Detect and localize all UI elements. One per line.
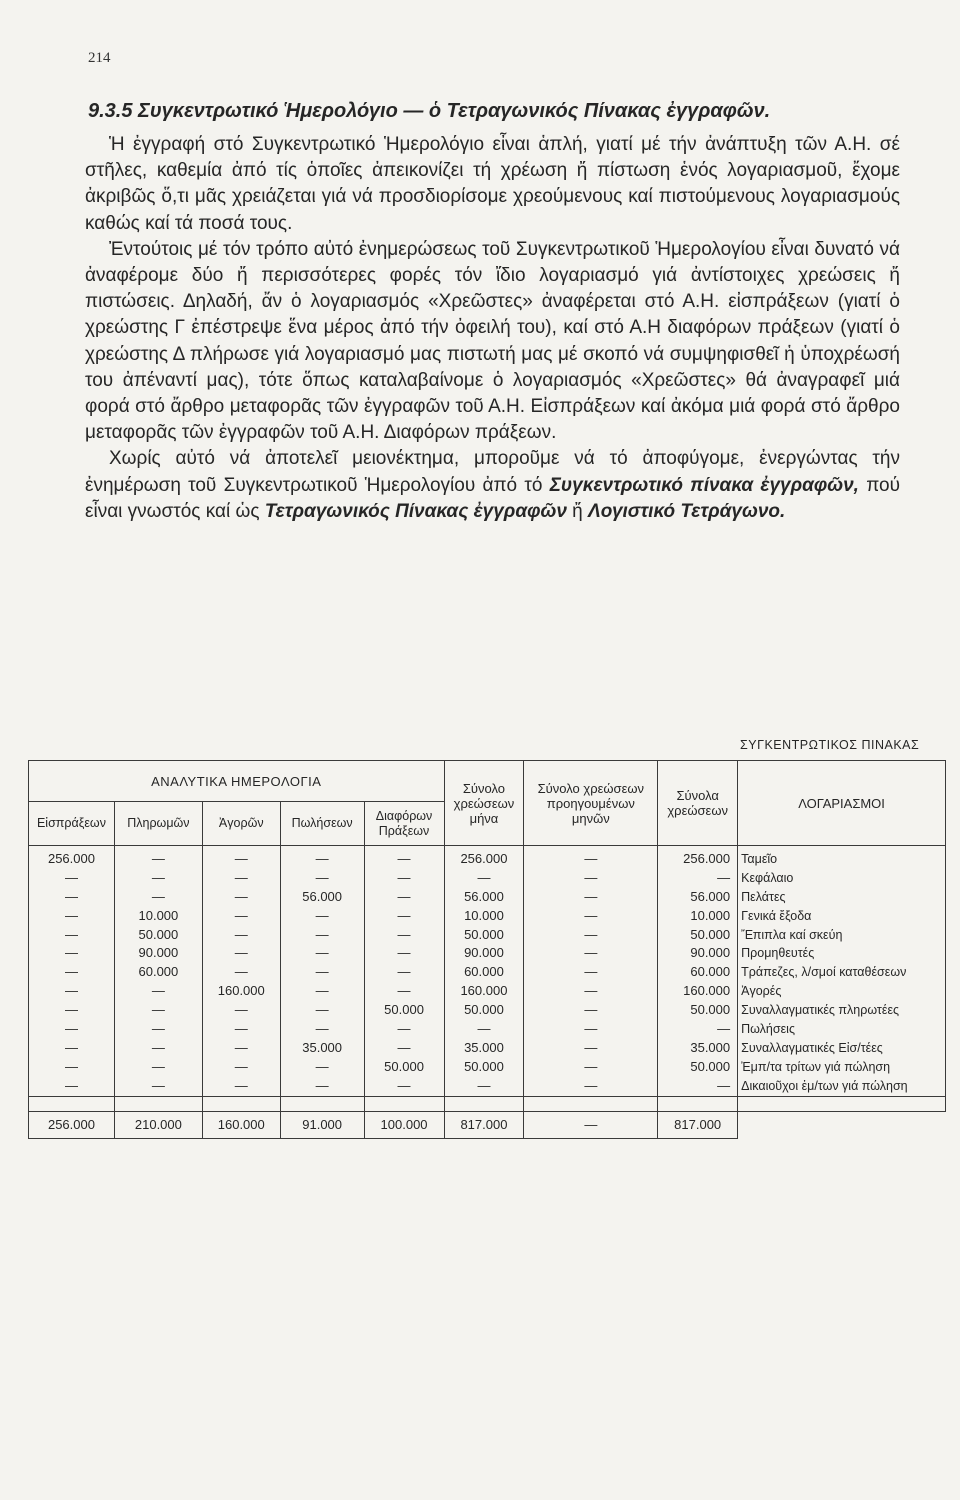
table-cell: — bbox=[64, 983, 78, 999]
table-cell: — bbox=[234, 945, 248, 961]
account-name: Ἐμπ/τα τρίτων γιά πώληση bbox=[741, 1059, 891, 1074]
table-cell: — bbox=[397, 888, 411, 904]
table-cell: — bbox=[64, 1002, 78, 1018]
table-cell: — bbox=[397, 1039, 411, 1055]
table-cell: — bbox=[397, 983, 411, 999]
account-name: Ἀγορές bbox=[741, 984, 782, 999]
table-cell: — bbox=[315, 1002, 329, 1018]
table-cell: — bbox=[234, 869, 248, 885]
col-misc bbox=[364, 846, 444, 1097]
table-cell: — bbox=[315, 1077, 329, 1093]
table-cell: — bbox=[151, 1002, 165, 1018]
table-cell: 56.000 bbox=[302, 888, 343, 904]
total-receipts: 256.000 bbox=[29, 1111, 115, 1138]
table-cell: 256.000 bbox=[460, 851, 508, 866]
col-sales bbox=[280, 846, 364, 1097]
header-misc: Διαφόρων Πράξεων bbox=[364, 802, 444, 846]
table-cell: — bbox=[64, 907, 78, 923]
col-receipts bbox=[29, 846, 115, 1097]
table-cell: 50.000 bbox=[138, 926, 179, 942]
term-summary-table: Συγκεντρωτικό πίνακα ἐγγραφῶν, bbox=[549, 474, 859, 496]
total-sales: 91.000 bbox=[280, 1111, 364, 1138]
table-cell: 10.000 bbox=[138, 907, 179, 923]
table-cell: — bbox=[584, 1021, 598, 1037]
table-cell: — bbox=[477, 869, 491, 885]
total-total-debits: 817.000 bbox=[658, 1111, 738, 1138]
table-cell: — bbox=[234, 1077, 248, 1093]
table-cell: 56.000 bbox=[690, 888, 731, 904]
account-name: Πωλήσεις bbox=[741, 1022, 795, 1037]
table-cell: 90.000 bbox=[690, 945, 731, 961]
table-cell: 50.000 bbox=[384, 1002, 424, 1018]
col-payments bbox=[114, 846, 202, 1097]
table-cell: — bbox=[64, 869, 78, 885]
paragraph-3-mid2: ἤ bbox=[566, 500, 589, 522]
col-accounts bbox=[738, 846, 946, 1097]
table-cell: — bbox=[315, 907, 329, 923]
table-cell: — bbox=[234, 926, 248, 942]
table-cell: 160.000 bbox=[460, 983, 508, 999]
paragraph-3 bbox=[85, 446, 900, 525]
header-month-debits: Σύνολο χρεώσεων μήνα bbox=[444, 761, 524, 846]
total-misc: 100.000 bbox=[364, 1111, 444, 1138]
table-cell: 10.000 bbox=[464, 907, 504, 923]
account-name: Κεφάλαιο bbox=[741, 870, 794, 885]
table-cell: 50.000 bbox=[384, 1058, 424, 1074]
table-cell: — bbox=[315, 1058, 329, 1074]
table-cell: — bbox=[234, 964, 248, 980]
table-cell: — bbox=[151, 869, 165, 885]
table-cell: — bbox=[584, 851, 598, 866]
account-name: Συναλλαγματικές Εἰσ/τέες bbox=[741, 1040, 883, 1055]
paragraph-2: Ἐντούτοις μέ τόν τρόπο αὐτό ἐνημερώσεως τοῦ Συγκεντρωτικοῦ Ἡμερολογίου εἶναι δυνατό νά ἀναφέρομε δύο ἤ περισσότερες φορές τόν ἴδιο λογαριασμό γιά ἀντίστοιχες χρεώσεις ἤ πιστώσεις. Δηλαδή, ἄν ὁ λογαριασμός «Χρεῶστες» ἀναφέρεται στό Α.Η. εἰσπράξεων (γιατί ὁ χρεώστης Γ ἐπέστρεψε ἕνα μέρος ἀπό τήν ὀφειλή του), καί στό Α.Η διαφόρων πράξεων (γιατί ὁ χρεώστης Δ πλήρωσε γιά λογαριασμό μας πιστωτή μας μέ σκοπό νά συμψηφισθεῖ ἡ ὑποχρέωσή του ἀπέναντί μας), τότε ὅπως καταλαβαίνομε ὁ λογαριασμός «Χρεῶστες» θά ἀναγραφεῖ μιά φορά στό ἄρθρο μεταφορᾶς τῶν ἐγγραφῶν τοῦ Α.Η. Εἰσπράξεων καί ἀκόμα μιά φορά στό ἄρθρο μεταφορᾶς τῶν ἐγγραφῶν τοῦ Α.Η. Διαφόρων πράξεων. bbox=[85, 238, 900, 444]
account-name: Τράπεζες, λ/σμοί καταθέσεων bbox=[741, 965, 907, 980]
group-header: ΑΝΑΛΥΤΙΚΑ ΗΜΕΡΟΛΟΓΙΑ bbox=[29, 761, 445, 802]
table-cell: 10.000 bbox=[690, 907, 731, 923]
table-cell: — bbox=[397, 926, 411, 942]
account-name: Ἔπιπλα καί σκεύη bbox=[741, 927, 843, 942]
table-cell: — bbox=[477, 1021, 491, 1037]
table-cell: — bbox=[64, 945, 78, 961]
table-cell: — bbox=[234, 1058, 248, 1074]
total-purchases: 160.000 bbox=[202, 1111, 280, 1138]
table-cell: 50.000 bbox=[690, 1058, 731, 1074]
table-cell: 35.000 bbox=[464, 1039, 504, 1055]
table-cell: — bbox=[584, 983, 598, 999]
table-cell: 256.000 bbox=[683, 851, 731, 866]
paragraph-3-start: Χωρίς αὐτό νά ἀποτελεῖ μειονέκτημα, μποροῦμε νά τό ἀποφύγομε, ἐνεργώντας τήν ἐνημέρωση τοῦ Συγκεντρωτικοῦ Ἡμερολογίου ἀπό τό bbox=[85, 448, 900, 496]
table-cell: — bbox=[234, 1039, 248, 1055]
table-cell: — bbox=[584, 1039, 598, 1055]
table-cell: — bbox=[315, 964, 329, 980]
table-cell: — bbox=[584, 869, 598, 885]
table-cell: — bbox=[717, 1077, 731, 1093]
total-month-debits: 817.000 bbox=[444, 1111, 524, 1138]
body-text bbox=[85, 132, 900, 525]
table-cell: — bbox=[234, 888, 248, 904]
total-payments: 210.000 bbox=[114, 1111, 202, 1138]
table-cell: — bbox=[477, 1077, 491, 1093]
header-purchases: Ἀγορῶν bbox=[202, 802, 280, 846]
table-cell: — bbox=[64, 888, 78, 904]
table-cell: — bbox=[234, 1002, 248, 1018]
table-cell: — bbox=[584, 1058, 598, 1074]
table-cell: — bbox=[64, 1039, 78, 1055]
table-caption: ΣΥΓΚΕΝΤΡΩΤΙΚΟΣ ΠΙΝΑΚΑΣ bbox=[740, 738, 920, 752]
table-cell: — bbox=[234, 907, 248, 923]
term-accounting-square: Λογιστικό Τετράγωνο. bbox=[588, 500, 786, 522]
table-cell: 50.000 bbox=[690, 1002, 731, 1018]
account-name: Δικαιοῦχοι ἐμ/των γιά πώληση bbox=[741, 1078, 908, 1093]
header-prev-debits: Σύνολο χρεώσεων προηγουμένων μηνῶν bbox=[524, 761, 658, 846]
table-cell: — bbox=[234, 1021, 248, 1037]
table-cell: — bbox=[315, 945, 329, 961]
table-cell: — bbox=[151, 1077, 165, 1093]
table-cell: — bbox=[584, 964, 598, 980]
header-receipts: Εἰσπράξεων bbox=[29, 802, 115, 846]
table-cell: 60.000 bbox=[690, 964, 731, 980]
account-name: Συναλλαγματικές πληρωτέες bbox=[741, 1003, 900, 1018]
table-cell: — bbox=[584, 1077, 598, 1093]
header-total-debits: Σύνολα χρεώσεων bbox=[658, 761, 738, 846]
page-number: 214 bbox=[88, 50, 111, 66]
table-cell: — bbox=[397, 945, 411, 961]
table-cell: — bbox=[397, 964, 411, 980]
table-cell: — bbox=[717, 1021, 731, 1037]
table-cell: — bbox=[151, 851, 165, 866]
table-cell: 50.000 bbox=[464, 1002, 504, 1018]
account-name: Ταμεῖο bbox=[741, 852, 778, 866]
table-cell: 90.000 bbox=[138, 945, 179, 961]
total-prev-debits: — bbox=[524, 1111, 658, 1138]
table-cell: — bbox=[584, 1002, 598, 1018]
paragraph-3-mid: πού εἶναι γνωστός καί ὡς bbox=[85, 474, 900, 522]
table-cell: — bbox=[315, 983, 329, 999]
header-accounts: ΛΟΓΑΡΙΑΣΜΟΙ bbox=[738, 761, 946, 846]
account-name: Γενικά ἔξοδα bbox=[741, 908, 812, 923]
table-cell: 50.000 bbox=[690, 926, 731, 942]
table-cell: — bbox=[151, 1058, 165, 1074]
table-cell: 256.000 bbox=[47, 851, 95, 866]
table-cell: — bbox=[64, 926, 78, 942]
totals-row bbox=[29, 1111, 946, 1138]
col-total-debits bbox=[658, 846, 738, 1097]
account-name: Προμηθευτές bbox=[741, 946, 815, 961]
table-cell: — bbox=[64, 964, 78, 980]
table-cell: — bbox=[64, 1058, 78, 1074]
table-cell: — bbox=[151, 1021, 165, 1037]
table-cell: — bbox=[397, 851, 411, 866]
table-cell: 56.000 bbox=[464, 888, 504, 904]
summary-table bbox=[28, 760, 946, 1139]
col-prev-debits bbox=[524, 846, 658, 1097]
term-square-table: Τετραγωνικός Πίνακας ἐγγραφῶν bbox=[264, 500, 567, 522]
account-name: Πελάτες bbox=[741, 889, 786, 904]
table-cell: 60.000 bbox=[464, 964, 504, 980]
table-cell: — bbox=[151, 1039, 165, 1055]
table-cell: — bbox=[584, 926, 598, 942]
table-cell: 60.000 bbox=[138, 964, 179, 980]
table-cell: — bbox=[64, 1077, 78, 1093]
col-month-debits bbox=[444, 846, 524, 1097]
table-cell: — bbox=[397, 1021, 411, 1037]
table-cell: — bbox=[151, 888, 165, 904]
table-cell: — bbox=[584, 888, 598, 904]
col-purchases bbox=[202, 846, 280, 1097]
table-cell: 90.000 bbox=[464, 945, 504, 961]
table-cell: 160.000 bbox=[217, 983, 265, 999]
data-row bbox=[29, 846, 946, 1097]
table-cell: 35.000 bbox=[690, 1039, 731, 1055]
table-cell: 50.000 bbox=[464, 1058, 504, 1074]
paragraph-1: Ἡ ἐγγραφή στό Συγκεντρωτικό Ἡμερολόγιο εἶναι ἁπλή, γιατί μέ τήν ἀνάπτυξη τῶν Α.Η. σέ στῆλες, καθεμία ἀπό τίς ὁποῖες ἀπεικονίζει τή χρέωση ἤ πίστωση ἑνός λογαριασμοῦ, ἔχομε ἀκριβῶς ὅ,τι μᾶς χρειάζεται γιά νά προσδιορίσομε χρεούμενους καί πιστούμενους λογαριασμούς καθώς καί τά ποσά τους. bbox=[85, 134, 900, 234]
table-cell: — bbox=[315, 1021, 329, 1037]
table-cell: — bbox=[397, 907, 411, 923]
table-cell: — bbox=[584, 907, 598, 923]
table-cell: — bbox=[234, 851, 248, 866]
header-payments: Πληρωμῶν bbox=[114, 802, 202, 846]
table-cell: — bbox=[397, 1077, 411, 1093]
table-cell: 160.000 bbox=[683, 983, 731, 999]
table-cell: — bbox=[397, 869, 411, 885]
table-cell: — bbox=[584, 945, 598, 961]
table-cell: — bbox=[64, 1021, 78, 1037]
section-heading: 9.3.5 Συγκεντρωτικό Ἡμερολόγιο — ὁ Τετραγωνικός Πίνακας ἐγγραφῶν. bbox=[88, 100, 771, 122]
table-cell: 50.000 bbox=[464, 926, 504, 942]
table-cell: — bbox=[315, 869, 329, 885]
table-cell: — bbox=[717, 869, 731, 885]
table-cell: — bbox=[151, 983, 165, 999]
table-cell: — bbox=[315, 926, 329, 942]
table-cell: — bbox=[315, 851, 329, 866]
table-cell: 35.000 bbox=[302, 1039, 343, 1055]
header-sales: Πωλήσεων bbox=[280, 802, 364, 846]
